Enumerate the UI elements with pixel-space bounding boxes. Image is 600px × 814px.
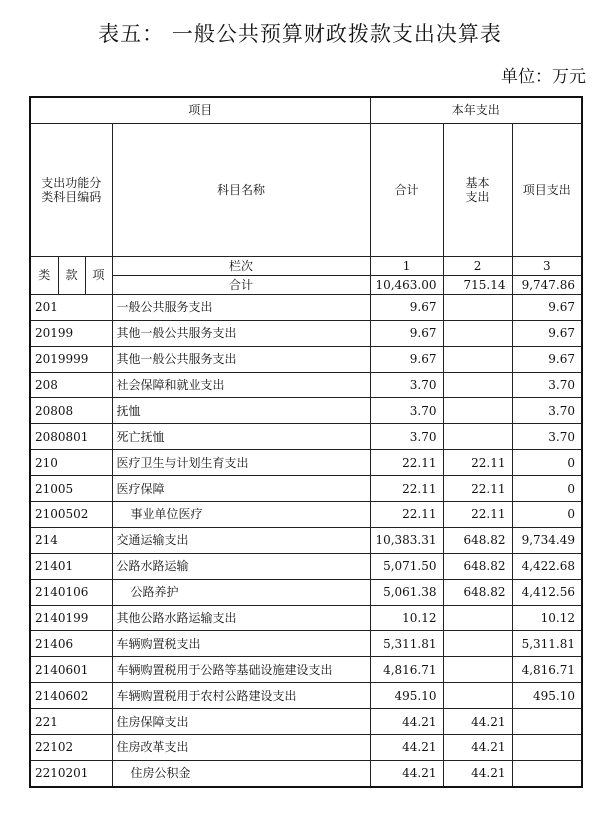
row-project: 0 — [512, 502, 582, 528]
basic-header — [443, 123, 512, 256]
row-basic: 22.11 — [443, 502, 512, 528]
row-name: 车辆购置税支出 — [112, 631, 370, 657]
row-project: 4,412.56 — [512, 579, 582, 605]
table-row — [30, 709, 582, 735]
row-total: 22.11 — [370, 476, 443, 502]
table-row — [30, 631, 582, 657]
row-total: 3.70 — [370, 424, 443, 450]
row-project: 0 — [512, 450, 582, 476]
row-basic — [443, 683, 512, 709]
row-basic: 22.11 — [443, 476, 512, 502]
row-code: 2140602 — [30, 683, 112, 709]
table-row — [30, 527, 582, 553]
row-project: 9.67 — [512, 320, 582, 346]
expenditure-table — [29, 96, 583, 788]
row-code: 2140199 — [30, 605, 112, 631]
row-total: 3.70 — [370, 372, 443, 398]
code-header-line1: 支出功能分 — [41, 175, 102, 190]
row-project: 4,422.68 — [512, 553, 582, 579]
row-name: 住房公积金 — [112, 760, 370, 786]
table-row — [30, 424, 582, 450]
row-code: 201 — [30, 294, 112, 320]
row-basic: 648.82 — [443, 579, 512, 605]
row-project — [512, 709, 582, 735]
header-row-1 — [30, 97, 582, 123]
row-name: 其他一般公共服务支出 — [112, 346, 370, 372]
table-row — [30, 657, 582, 683]
row-total: 44.21 — [370, 709, 443, 735]
row-code: 2140106 — [30, 579, 112, 605]
row-total: 5,061.38 — [370, 579, 443, 605]
row-name: 公路养护 — [112, 579, 370, 605]
row-project: 4,816.71 — [512, 657, 582, 683]
project-header: 项目支出 — [512, 123, 582, 256]
unit-label: 单位：万元 — [501, 67, 586, 87]
row-code: 221 — [30, 709, 112, 735]
row-name: 医疗保障 — [112, 476, 370, 502]
table-row — [30, 683, 582, 709]
row-total: 22.11 — [370, 502, 443, 528]
table-row — [30, 605, 582, 631]
row-project: 495.10 — [512, 683, 582, 709]
table-row — [30, 760, 582, 786]
code-header-line2: 类科目编码 — [41, 189, 102, 204]
row-basic — [443, 294, 512, 320]
row-code: 214 — [30, 527, 112, 553]
row-total: 10.12 — [370, 605, 443, 631]
row-code: 21401 — [30, 553, 112, 579]
row-total: 3.70 — [370, 398, 443, 424]
row-total: 22.11 — [370, 450, 443, 476]
row-code: 2140601 — [30, 657, 112, 683]
total-header: 合计 — [370, 123, 443, 256]
row-name: 车辆购置税用于农村公路建设支出 — [112, 683, 370, 709]
lei-header: 类 — [30, 256, 58, 294]
item-header: 项目 — [30, 97, 370, 123]
column-seq-label: 栏次 — [112, 256, 370, 275]
table-row — [30, 553, 582, 579]
row-code: 22102 — [30, 735, 112, 761]
row-basic: 648.82 — [443, 527, 512, 553]
row-project — [512, 760, 582, 786]
row-name: 医疗卫生与计划生育支出 — [112, 450, 370, 476]
table-row — [30, 502, 582, 528]
row-basic — [443, 320, 512, 346]
row-total: 44.21 — [370, 760, 443, 786]
row-code: 2080801 — [30, 424, 112, 450]
row-basic — [443, 631, 512, 657]
row-name: 住房改革支出 — [112, 735, 370, 761]
grand-project-value: 9,747.86 — [512, 275, 582, 294]
row-total: 5,071.50 — [370, 553, 443, 579]
row-name: 抚恤 — [112, 398, 370, 424]
row-basic: 44.21 — [443, 735, 512, 761]
row-project: 9.67 — [512, 294, 582, 320]
row-basic: 44.21 — [443, 760, 512, 786]
table-row — [30, 320, 582, 346]
row-code: 2019999 — [30, 346, 112, 372]
row-code: 2210201 — [30, 760, 112, 786]
table-row — [30, 294, 582, 320]
row-code: 21005 — [30, 476, 112, 502]
row-project: 10.12 — [512, 605, 582, 631]
row-code: 2100502 — [30, 502, 112, 528]
row-project: 3.70 — [512, 424, 582, 450]
row-code: 20808 — [30, 398, 112, 424]
table-row — [30, 372, 582, 398]
row-project — [512, 735, 582, 761]
row-name: 公路水路运输 — [112, 553, 370, 579]
row-basic: 648.82 — [443, 553, 512, 579]
grand-basic-value: 715.14 — [443, 275, 512, 294]
basic-header-line2: 支出 — [465, 189, 490, 204]
row-total: 9.67 — [370, 294, 443, 320]
row-total: 10,383.31 — [370, 527, 443, 553]
row-project: 9.67 — [512, 346, 582, 372]
code-header — [30, 123, 112, 256]
row-total: 495.10 — [370, 683, 443, 709]
col-2-number: 2 — [443, 256, 512, 275]
row-name: 其他公路水路运输支出 — [112, 605, 370, 631]
row-project: 9,734.49 — [512, 527, 582, 553]
row-name: 社会保障和就业支出 — [112, 372, 370, 398]
row-basic — [443, 398, 512, 424]
row-project: 0 — [512, 476, 582, 502]
page-title: 表五： 一般公共预算财政拨款支出决算表 — [98, 22, 502, 46]
grand-total-value: 10,463.00 — [370, 275, 443, 294]
xiang-header: 项 — [85, 256, 112, 294]
header-row-2 — [30, 123, 582, 256]
table-row — [30, 579, 582, 605]
row-code: 21406 — [30, 631, 112, 657]
table-row — [30, 735, 582, 761]
row-total: 9.67 — [370, 320, 443, 346]
row-name: 车辆购置税用于公路等基础设施建设支出 — [112, 657, 370, 683]
basic-header-line1: 基本 — [465, 175, 490, 190]
grand-total-label: 合计 — [112, 275, 370, 294]
col-1-number: 1 — [370, 256, 443, 275]
row-project: 5,311.81 — [512, 631, 582, 657]
row-basic — [443, 605, 512, 631]
kuan-header: 款 — [58, 256, 85, 294]
current-year-header: 本年支出 — [370, 97, 582, 123]
row-code: 20199 — [30, 320, 112, 346]
row-total: 4,816.71 — [370, 657, 443, 683]
row-basic — [443, 372, 512, 398]
table-row — [30, 346, 582, 372]
row-name: 交通运输支出 — [112, 527, 370, 553]
grand-total-row — [30, 275, 582, 294]
row-name: 一般公共服务支出 — [112, 294, 370, 320]
row-name: 住房保障支出 — [112, 709, 370, 735]
col-3-number: 3 — [512, 256, 582, 275]
row-name: 事业单位医疗 — [112, 502, 370, 528]
row-basic: 44.21 — [443, 709, 512, 735]
row-basic — [443, 657, 512, 683]
row-code: 210 — [30, 450, 112, 476]
row-total: 44.21 — [370, 735, 443, 761]
row-basic — [443, 346, 512, 372]
row-project: 3.70 — [512, 398, 582, 424]
name-header: 科目名称 — [112, 123, 370, 256]
row-total: 9.67 — [370, 346, 443, 372]
table-row — [30, 398, 582, 424]
row-name: 其他一般公共服务支出 — [112, 320, 370, 346]
row-code: 208 — [30, 372, 112, 398]
table-row — [30, 450, 582, 476]
row-name: 死亡抚恤 — [112, 424, 370, 450]
row-basic: 22.11 — [443, 450, 512, 476]
row-total: 5,311.81 — [370, 631, 443, 657]
row-project: 3.70 — [512, 372, 582, 398]
header-row-3 — [30, 256, 582, 275]
table-row — [30, 476, 582, 502]
row-basic — [443, 424, 512, 450]
